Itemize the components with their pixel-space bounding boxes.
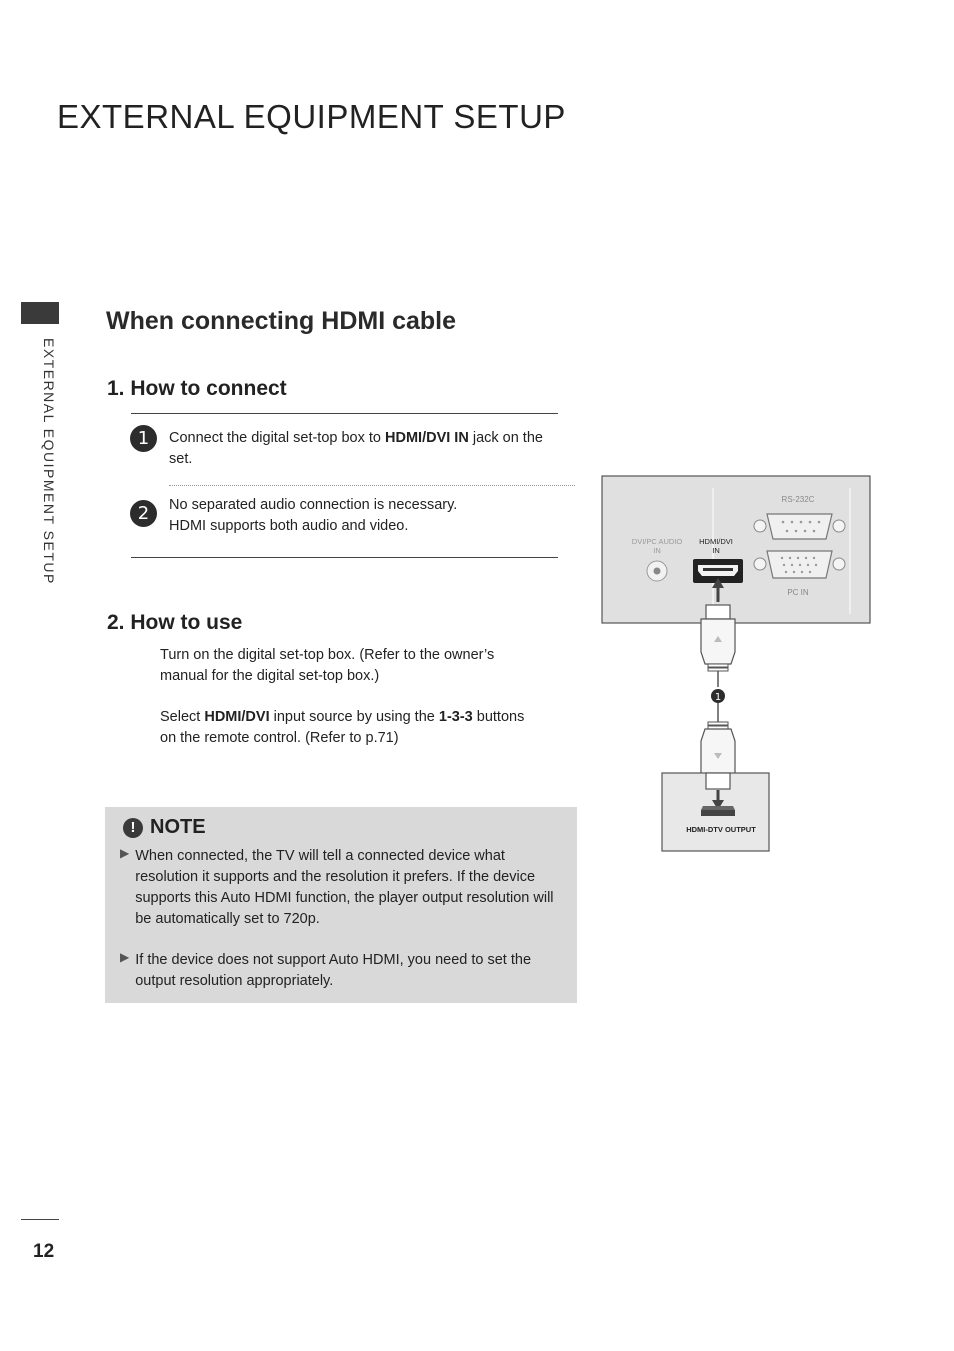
exclamation-icon: ! [123,818,143,838]
divider-bottom [131,557,558,558]
side-tab-marker [21,302,59,324]
note-item-1-text: When connected, the TV will tell a connected device what resolution it supports and the resolution it prefers. If the device supports this Auto HDMI function, the player output resolution will be automatically set to 720p. [135,848,554,927]
note-item-1 [120,846,565,930]
note-label: NOTE [150,816,206,838]
para-2-source: HDMI/DVI [204,709,270,725]
note-header [123,816,206,839]
how-to-use-para-2 [160,707,535,749]
step-2-line-2: HDMI supports both audio and video. [169,518,409,534]
step-1-badge: 1 [130,425,157,452]
para-2-post: buttons on the remote control. (Refer to p.71) [160,709,525,746]
step-1-text-post: jack on the set. [169,430,543,467]
step-1-text-pre: Connect the digital set-top box to [169,430,386,446]
how-to-use-title: 2. How to use [107,611,243,634]
plug-insert [706,773,730,789]
pc-in-label: PC IN [787,588,809,597]
side-section-label: EXTERNAL EQUIPMENT SETUP [41,338,57,585]
hdmi-in-label-line-2: IN [712,546,720,555]
hdmi-plug-top [701,605,735,671]
footer-rule [21,1219,59,1220]
step-2-text [169,495,561,537]
step-divider [169,485,575,486]
cable-badge-number: 1 [714,692,722,703]
how-to-connect-title: 1. How to connect [107,377,287,400]
section-title: When connecting HDMI cable [106,307,457,335]
page-number: 12 [33,1241,55,1262]
hdmi-connection-diagram [600,474,874,854]
para-2-buttons: 1-3-3 [438,709,473,725]
hdmi-dtv-output-label: HDMI-DTV OUTPUT [686,825,756,834]
note-item-2 [120,950,565,992]
dvi-audio-label-line-1: DVI/PC AUDIO [631,537,683,546]
triangle-bullet-icon: ▶ [120,846,130,860]
triangle-bullet-icon: ▶ [120,950,130,964]
dvi-audio-label-line-2: IN [653,546,661,555]
step-2-badge: 2 [130,500,157,527]
para-2-pre: Select [160,709,205,725]
para-2-mid: input source by using the [269,709,439,725]
hdmi-output-port [701,806,735,816]
audio-jack [647,561,667,581]
divider-top [131,413,558,414]
page-title: EXTERNAL EQUIPMENT SETUP [57,98,566,135]
hdmi-in-label-line-1: HDMI/DVI [699,537,733,546]
rs232c-label: RS-232C [781,495,815,504]
step-1-text [169,428,561,470]
step-2-line-1: No separated audio connection is necessary. [169,497,458,513]
how-to-use-para-1: Turn on the digital set-top box. (Refer to the owner’s manual for the digital set-top box.) [160,647,495,684]
step-1-text-jack: HDMI/DVI IN [385,430,469,446]
note-item-2-text: If the device does not support Auto HDMI, you need to set the output resolution appropriately. [135,952,532,989]
tv-back-panel [602,476,870,623]
